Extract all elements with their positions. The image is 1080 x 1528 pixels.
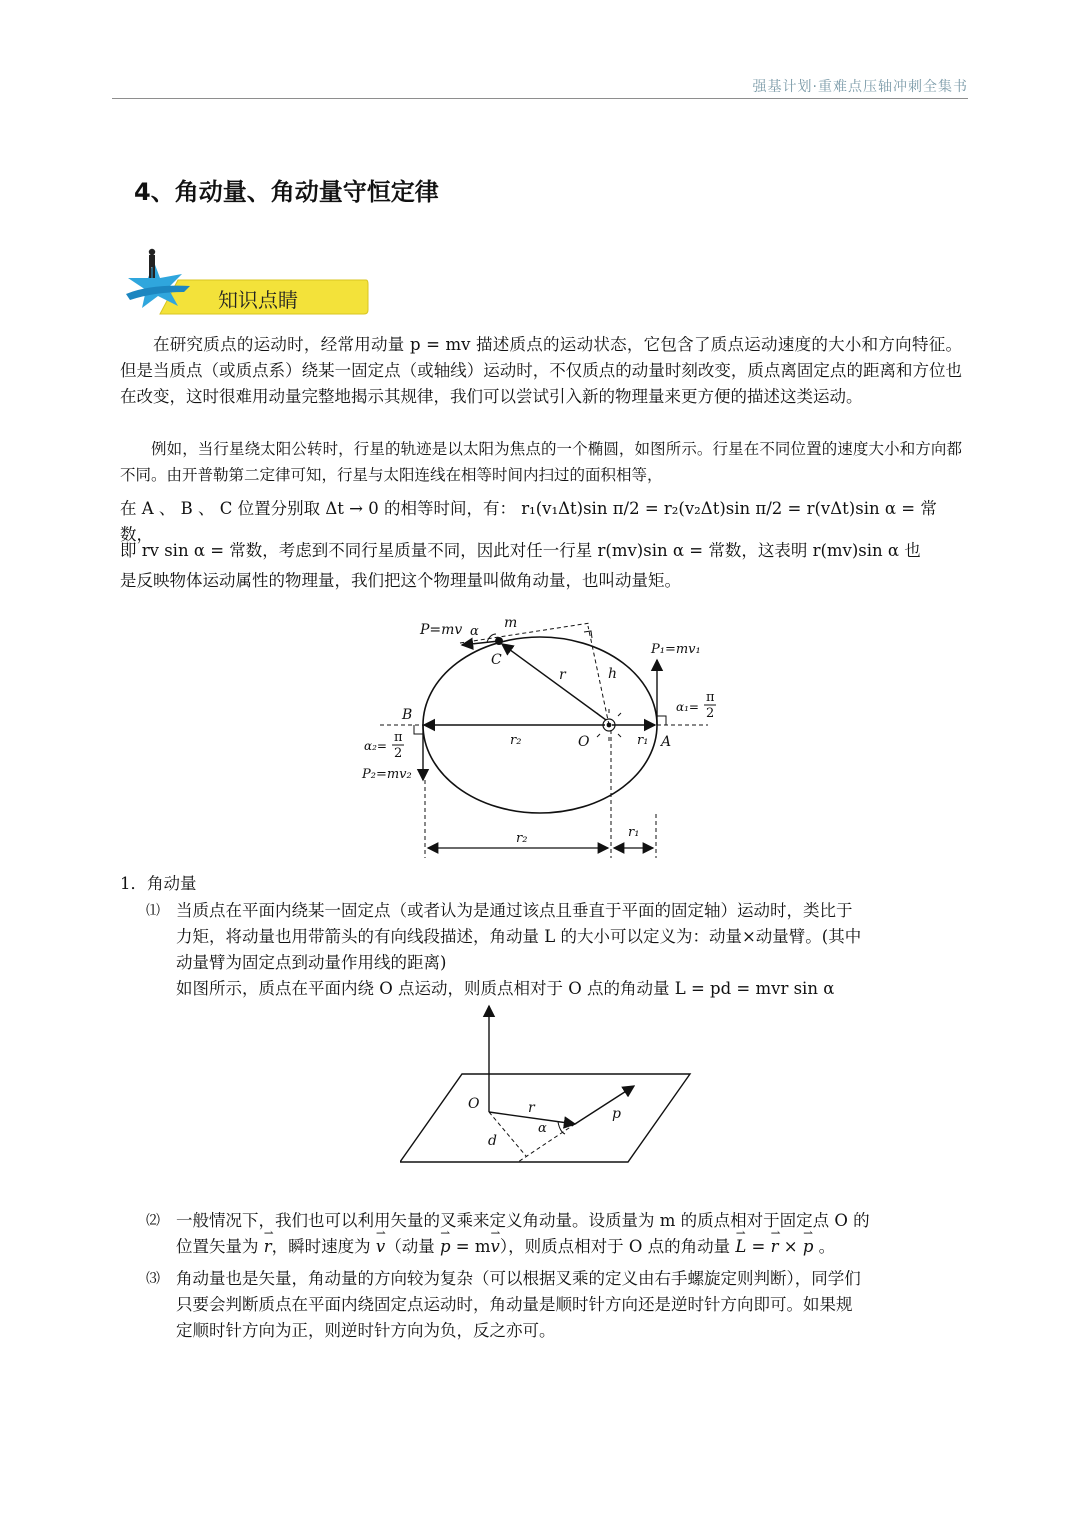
orbit-figure [350, 608, 730, 866]
label-A: A [661, 734, 672, 750]
right-angle-B [414, 725, 423, 734]
radius-r-arrow [502, 644, 606, 720]
label-p-2: p [612, 1106, 621, 1122]
label-r: r [559, 667, 566, 683]
label-alpha1: α₁= [676, 700, 699, 714]
alpha-arc-2 [558, 1122, 565, 1134]
item3-line2: 只要会判断质点在平面内绕固定点运动时，角动量是顺时针方向还是逆时针方向即可。如果规 [176, 1295, 853, 1314]
label-r2-inner: r₂ [510, 733, 522, 748]
list-heading: 1．角动量 [120, 874, 197, 893]
label-P2: P₂=mv₂ [362, 767, 412, 782]
formula-line-2: 即 rv sin α = 常数，考虑到不同行星质量不同，因此对任一行星 r(mv)sin α = 常数，这表明 r(mv)sin α 也 [120, 541, 921, 560]
label-r1-inner: r₁ [637, 733, 649, 748]
formula-line-3: 是反映物体运动属性的物理量，我们把这个物理量叫做角动量，也叫动量矩。 [120, 571, 681, 590]
height-h-dashed [588, 626, 609, 725]
label-r2-bottom: r₂ [516, 831, 528, 846]
item-number: ⑵ [146, 1213, 160, 1229]
label-P1: P₁=mv₁ [651, 642, 701, 657]
item-number: ⑶ [146, 1271, 160, 1287]
header-rule [112, 98, 968, 99]
right-angle-h [584, 631, 592, 638]
item1-line1: 当质点在平面内绕某一固定点（或者认为是通过该点且垂直于平面的固定轴）运动时，类比于 [176, 901, 853, 920]
list-item-1 [146, 898, 962, 1002]
label-r-2: r [528, 1100, 535, 1116]
item2-line1: 一般情况下，我们也可以利用矢量的叉乘来定义角动量。设质量为 m 的质点相对于固定点 O 的 [176, 1211, 870, 1230]
list-item-3 [146, 1266, 962, 1344]
plane-parallelogram [400, 1074, 690, 1162]
formula-line-1: 在 A 、 B 、 C 位置分别取 Δt → 0 的相等时间，有： r₁(v₁Δt)sin π/2 = r₂(v₂Δt)sin π/2 = r(vΔt)sin α = 常数， [120, 499, 937, 544]
item1-line3: 动量臂为固定点到动量作用线的距离) [176, 953, 447, 972]
label-alpha1-pi: π [706, 690, 715, 705]
section-title: 4、角动量、角动量守恒定律 [134, 178, 439, 206]
label-C: C [491, 652, 502, 668]
label-alpha2-pi: π [394, 730, 403, 745]
label-B: B [402, 707, 413, 723]
label-alpha-2: α [538, 1121, 547, 1136]
item1-line4: 如图所示，质点在平面内绕 O 点运动，则质点相对于 O 点的角动量 L = pd = mvr sin α [176, 979, 835, 998]
item2-line2: 位置矢量为 ⇀ r，瞬时速度为 ⇀ v（动量 ⇀ p = m⇀ v），则质点相对于 O 点的角动量 ⇀ L = ⇀ r × ⇀ p 。 [176, 1234, 962, 1260]
label-d-2: d [488, 1133, 497, 1149]
item1-line2: 力矩，将动量也用带箭头的有向线段描述，角动量 L 的大小可以定义为：动量×动量臂。(其中 [176, 927, 862, 946]
label-alpha: α [470, 624, 479, 639]
label-O-2: O [468, 1096, 480, 1112]
momentum-p-arrow [575, 1086, 634, 1124]
label-alpha2-two: 2 [394, 746, 403, 761]
label-P: P=mv [420, 622, 463, 638]
book-title: 强基计划·重难点压轴冲刺全集书 [752, 79, 968, 95]
intro-paragraph-2: 例如，当行星绕太阳公转时，行星的轨迹是以太阳为焦点的一个椭圆，如图所示。行星在不同位置的速度大小和方向都不同。由开普勒第二定律可知，行星与太阳连线在相等时间内扫过的面积相等， [120, 440, 962, 484]
item3-line3: 定顺时针方向为正，则逆时针方向为负，反之亦可。 [176, 1321, 556, 1340]
label-m: m [504, 615, 518, 631]
label-O: O [578, 734, 590, 750]
label-alpha1-two: 2 [706, 706, 715, 721]
label-r1-bottom: r₁ [628, 825, 640, 840]
item-number: ⑴ [146, 903, 160, 919]
list-item-2 [146, 1208, 962, 1260]
intro-paragraph-1: 在研究质点的运动时，经常用动量 p = mv 描述质点的运动状态，它包含了质点运动速度的大小和方向特征。但是当质点（或质点系）绕某一固定点（或轴线）运动时，不仅质点的动量时刻改变，质点离固定点的距离和方位也在改变，这时很难用动量完整地揭示其规律，我们可以尝试引入新的物理量来更方便的描述这类运动。 [120, 335, 962, 406]
angular-momentum-figure [400, 1000, 700, 1166]
right-angle-A [657, 716, 666, 725]
banner-label: 知识点睛 [218, 288, 298, 312]
label-h: h [608, 666, 618, 682]
label-alpha2: α₂= [364, 739, 387, 753]
item3-line1: 角动量也是矢量，角动量的方向较为复杂（可以根据叉乘的定义由右手螺旋定则判断），同学们 [176, 1269, 861, 1288]
